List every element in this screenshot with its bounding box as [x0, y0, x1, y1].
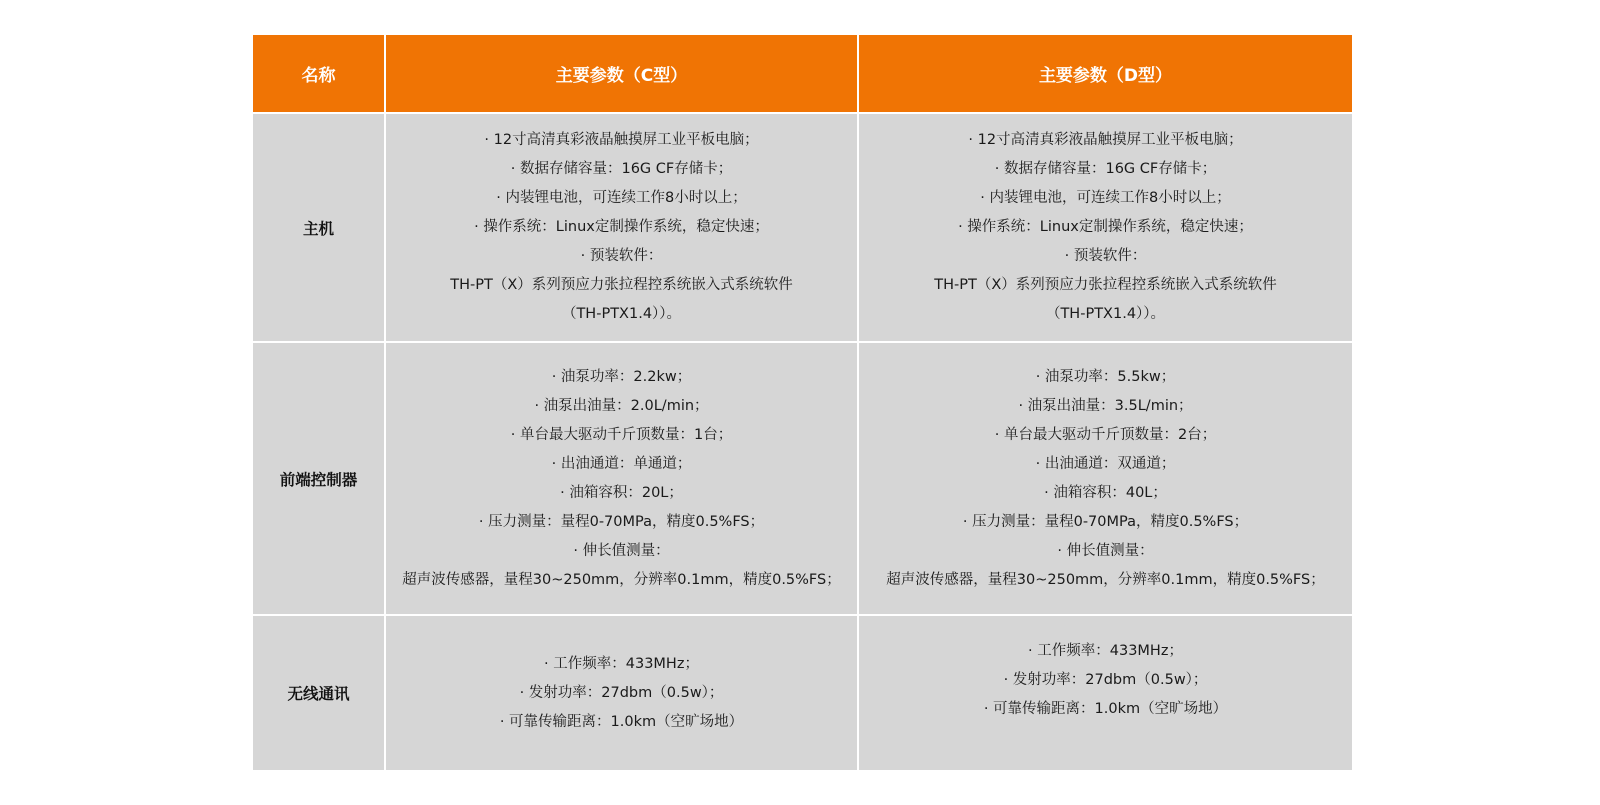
row-controller-name: 前端控制器: [253, 343, 384, 614]
param-line: TH-PT（X）系列预应力张拉程控系统嵌入式系统软件: [934, 277, 1277, 293]
param-line: （TH-PTX1.4））。: [561, 306, 682, 322]
param-line: · 伸长值测量：: [1057, 542, 1154, 559]
param-list: [402, 363, 840, 595]
param-line: · 发射功率：27dbm（0.5w）；: [519, 684, 724, 701]
param-line: · 12寸高清真彩液晶触摸屏工业平板电脑；: [484, 132, 759, 148]
param-list: [500, 650, 743, 737]
row-host-name: 主机: [253, 114, 384, 341]
param-line: TH-PT（X）系列预应力张拉程控系统嵌入式系统软件: [450, 277, 793, 293]
row-host-c-params: [386, 114, 857, 341]
param-line: · 单台最大驱动千斤顶数量：2台；: [994, 426, 1217, 443]
param-line: · 数据存储容量：16G CF存储卡；: [994, 161, 1217, 177]
param-line: · 可靠传输距离：1.0km（空旷场地）: [983, 700, 1228, 717]
param-line: · 数据存储容量：16G CF存储卡；: [510, 161, 733, 177]
param-line: 超声波传感器，量程30~250mm，分辨率0.1mm，精度0.5%FS；: [402, 571, 841, 588]
param-line: · 操作系统：Linux定制操作系统，稳定快速；: [958, 219, 1253, 235]
row-host-d-params: [859, 114, 1352, 341]
param-line: · 油箱容积：20L；: [560, 484, 683, 501]
header-d-type: 主要参数（D型）: [859, 35, 1352, 112]
param-line: · 出油通道：单通道；: [551, 455, 692, 472]
param-line: · 预装软件：: [580, 248, 663, 264]
header-c-type: 主要参数（C型）: [386, 35, 857, 112]
row-wireless-name: 无线通讯: [253, 616, 384, 770]
row-controller-d-params: [859, 343, 1352, 614]
param-line: · 可靠传输距离：1.0km（空旷场地）: [499, 713, 744, 730]
param-line: · 操作系统：Linux定制操作系统，稳定快速；: [474, 219, 769, 235]
param-line: · 预装软件：: [1064, 248, 1147, 264]
param-line: · 工作频率：433MHz；: [1028, 642, 1183, 659]
header-name: 名称: [253, 35, 384, 112]
param-list: [984, 637, 1227, 724]
param-line: · 内装锂电池，可连续工作8小时以上；: [980, 190, 1231, 206]
param-line: · 出油通道：双通道；: [1035, 455, 1176, 472]
param-line: · 单台最大驱动千斤顶数量：1台；: [510, 426, 733, 443]
param-line: · 伸长值测量：: [573, 542, 670, 559]
param-list: [886, 363, 1324, 595]
param-line: · 油泵出油量：3.5L/min；: [1018, 397, 1193, 414]
param-line: · 工作频率：433MHz；: [544, 655, 699, 672]
param-list: [450, 126, 793, 329]
param-line: · 油箱容积：40L；: [1044, 484, 1167, 501]
param-line: 超声波传感器，量程30~250mm，分辨率0.1mm，精度0.5%FS；: [886, 571, 1325, 588]
param-line: · 油泵功率：2.2kw；: [551, 368, 692, 385]
param-line: · 压力测量：量程0-70MPa，精度0.5%FS；: [478, 513, 765, 530]
param-line: · 压力测量：量程0-70MPa，精度0.5%FS；: [962, 513, 1249, 530]
param-line: · 油泵出油量：2.0L/min；: [534, 397, 709, 414]
row-controller-c-params: [386, 343, 857, 614]
spec-table: [253, 35, 1352, 770]
param-line: · 油泵功率：5.5kw；: [1035, 368, 1176, 385]
row-wireless-c-params: [386, 616, 857, 770]
param-list: [934, 126, 1277, 329]
param-line: · 内装锂电池，可连续工作8小时以上；: [496, 190, 747, 206]
param-line: · 发射功率：27dbm（0.5w）；: [1003, 671, 1208, 688]
param-line: · 12寸高清真彩液晶触摸屏工业平板电脑；: [968, 132, 1243, 148]
param-line: （TH-PTX1.4））。: [1045, 306, 1166, 322]
row-wireless-d-params: [859, 616, 1352, 770]
